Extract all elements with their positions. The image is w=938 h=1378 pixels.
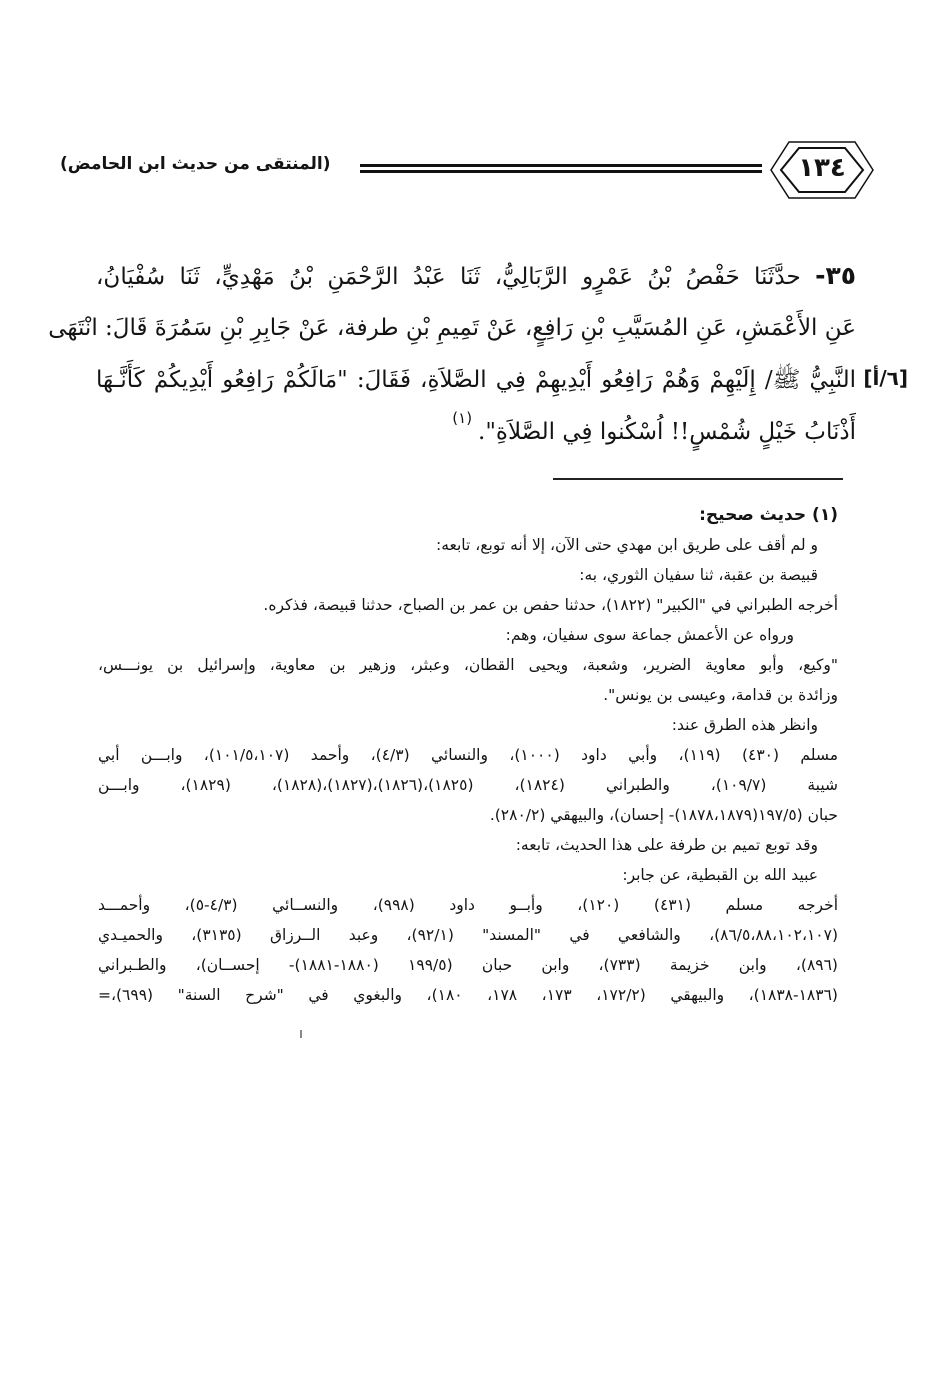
footnote-line: قبيصة بن عقبة، ثنا سفيان الثوري، به: — [579, 566, 818, 584]
footnote-line: وزائدة بن قدامة، وعيسى بن يونس". — [603, 686, 838, 704]
hadith-line: عَنِ الأَعْمَشِ، عَنِ المُسَيَّبِ بْنِ رَافِعٍ، عَنْ تَمِيمِ بْنِ طرفة، عَنْ جَابِرِ بْنِ سَمُرَةَ قَالَ: انْتَهَى — [48, 315, 856, 341]
footnote-line: (٨٩٦)، وابن خزيمة (٧٣٣)، وابن حبان (١٩٩/٥ (١٨٨٠-١٨٨١)- إحســان)، والطـبراني — [98, 956, 838, 974]
footnote-line: "وكيع، وأبو معاوية الضرير، وشعبة، ويحيى القطان، وعبثر، وزهير بن معاوية، وإسرائيل بن يونـــس، — [98, 656, 838, 674]
page-number: ١٣٤ — [798, 153, 846, 183]
footnote-line: مسلم (٤٣٠) (١١٩)، وأبي داود (١٠٠٠)، والنسائي (٤/٣)، وأحمد (١٠١/٥،١٠٧)، وابـــن أبي — [98, 746, 838, 764]
footnote-line: أخرجه الطبراني في "الكبير" (١٨٢٢)، حدثنا حفص بن عمر بن الصباح، حدثنا قبيصة، فذكره. — [263, 596, 838, 614]
running-title: (المنتقى من حديث ابن الحامض) — [60, 154, 331, 174]
hadith-line-text: حدَّثَنَا حَفْصُ بْنُ عَمْرٍو الرَّبَالِيُّ، ثَنَا عَبْدُ الرَّحْمَنِ بْنُ مَهْدِيٍّ، ثَنَا سُفْيَانُ، — [96, 264, 801, 290]
page-number-badge — [767, 140, 877, 200]
footnote-line: وقد توبع تميم بن طرفة على هذا الحديث، تابعه: — [515, 836, 818, 854]
footnote-separator — [553, 478, 843, 480]
hadith-line — [96, 250, 856, 302]
footnote-reference: (١) — [452, 409, 473, 427]
scan-speck — [300, 1030, 302, 1038]
footnote-line: أخرجه مسلم (٤٣١) (١٢٠)، وأبــو داود (٩٩٨)، والنســائي (٤/٣-٥)، وأحمـــد — [98, 896, 839, 914]
header-double-rule — [360, 164, 762, 176]
hadith-number: ٣٥- — [815, 261, 857, 290]
hadith-line-text: أَذْنَابُ خَيْلٍ شُمْسٍ!! اُسْكُنوا فِي الصَّلاَةِ". — [478, 419, 856, 445]
page-header — [50, 140, 900, 200]
footnote-line: (٨٦/٥،٨٨،١٠٢،١٠٧)، والشافعي في "المسند" (٩٢/١)، وعبد الــرزاق (٣١٣٥)، والحميـدي — [98, 926, 839, 944]
footnote-line: وانظر هذه الطرق عند: — [671, 716, 818, 734]
hadith-line: النَّبِيُّ ﷺ/ إِلَيْهِمْ وَهُمْ رَافِعُو أَيْدِيهِمْ فِي الصَّلاَةِ، فَقَالَ: "مَالَكُمْ رَافِعُو أَيْدِيكُمْ كَأَنَّـهَا — [96, 367, 856, 393]
hadith-line — [96, 406, 856, 458]
footnote-line: ورواه عن الأعمش جماعة سوى سفيان، وهم: — [505, 626, 794, 644]
footnote-line: (١٨٣٦-١٨٣٨)، والبيهقي (١٧٢/٢، ١٧٣، ١٧٨، ١٨٠)، والبغوي في "شرح السنة" (٦٩٩)،= — [98, 986, 838, 1004]
footnote — [98, 500, 838, 1010]
footnote-heading: (١) حديث صحيح: — [699, 505, 838, 525]
footnote-line: حبان (١٩٧/٥(١٨٧٨،١٨٧٩)- إحسان)، والبيهقي (٢٨٠/٢). — [489, 806, 838, 824]
footnote-line: عبيد الله بن القبطية، عن جابر: — [622, 866, 818, 884]
footnote-line: و لم أقف على طريق ابن مهدي حتى الآن، إلا أنه توبع، تابعه: — [435, 536, 818, 554]
footnote-line: شيبة (١٠٩/٧)، والطبراني (١٨٢٤)، (١٨٢٥)،(١٨٢٦)،(١٨٢٧)،(١٨٢٨)، (١٨٢٩)، وابـــن — [98, 776, 838, 794]
manuscript-folio-marker: [٦/أ] — [863, 366, 908, 390]
hadith-text — [48, 250, 857, 458]
